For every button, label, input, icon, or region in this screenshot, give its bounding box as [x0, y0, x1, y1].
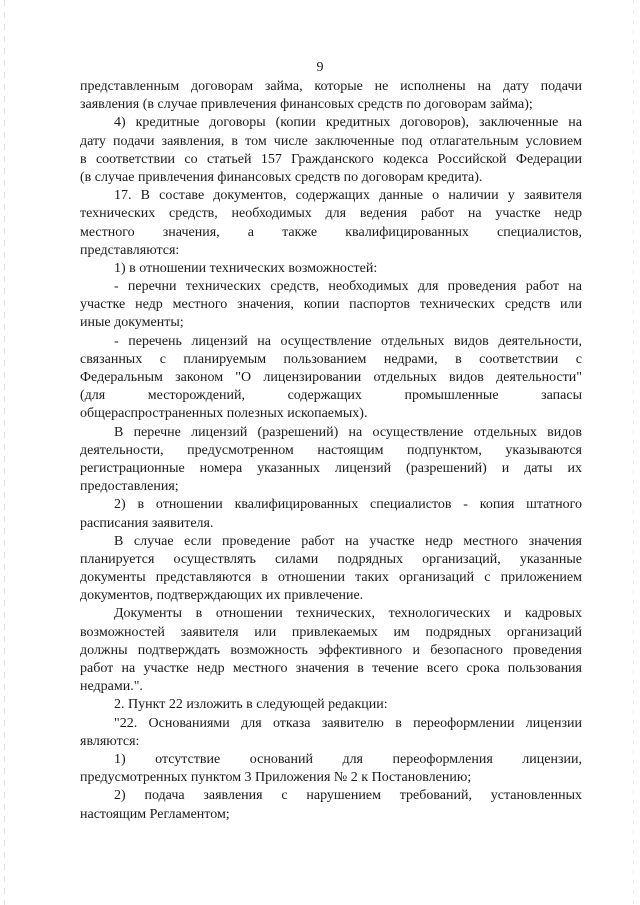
text-line: предусмотренных пунктом 3 Приложения № 2 к Постановлению; [80, 770, 472, 786]
text-line: расписания заявителя. [80, 515, 214, 531]
text-line: Документы в отношении технических, технологических и кадровых [114, 606, 582, 622]
text-line: (для месторождений, содержащих промышленные запасы [80, 388, 582, 404]
text-line: В перечне лицензий (разрешений) на осуществление отдельных видов [114, 424, 582, 440]
text-line: 2) в отношении квалифицированных специалистов - копия штатного [114, 497, 582, 513]
text-line: являются: [80, 733, 140, 749]
text-line: недрами.". [80, 679, 143, 695]
text-line: - перечни технических средств, необходимых для проведения работ на [114, 279, 582, 295]
text-line: технических средств, необходимых для ведения работ на участке недр [80, 206, 582, 222]
text-line: работ на участке недр местного значения в течение всего срока пользования [80, 661, 582, 676]
scan-edge-left [4, 0, 5, 905]
text-line: 17. В составе документов, содержащих данные о наличии у заявителя [114, 188, 582, 204]
text-line: 2) подача заявления с нарушением требований, установленных [114, 788, 582, 804]
text-line: регистрационные номера указанных лицензий (разрешений) и даты их [80, 460, 582, 476]
text-line: - перечень лицензий на осуществление отдельных видов деятельности, [114, 333, 582, 349]
text-line: в соответствии со статьей 157 Гражданского кодекса Российской Федерации [80, 151, 582, 167]
text-line: настоящим Регламентом; [80, 806, 230, 822]
text-line: связанных с планируемым пользованием недрами, в соответствии с [80, 351, 582, 367]
text-line: документы представляются в отношении таких организаций с приложением [80, 570, 582, 586]
text-line: представляются: [80, 242, 180, 258]
text-line: 4) кредитные договоры (копии кредитных договоров), заключенные на [114, 115, 582, 131]
text-line: общераспространенных полезных ископаемых). [80, 406, 368, 422]
text-line: планируется осуществлять силами подрядных организаций, указанные [80, 551, 582, 567]
text-line: возможностей заявителя или привлекаемых им подрядных организаций [80, 624, 582, 640]
text-line: заявления (в случае привлечения финансовых средств по договорам займа); [80, 97, 533, 113]
text-line: 1) в отношении технических возможностей: [114, 260, 378, 276]
text-line: иные документы; [80, 315, 184, 331]
text-line: деятельности, предусмотренном настоящим подпунктом, указываются [80, 442, 582, 458]
text-line: документов, подтверждающих их привлечение. [80, 588, 364, 604]
text-line: должны подтверждать возможность эффективного и безопасного проведения [80, 642, 582, 658]
text-line: дату подачи заявления, в том числе заключенные под отлагательным условием [80, 133, 582, 149]
document-body [80, 78, 582, 824]
text-line: В случае если проведение работ на участке недр местного значения [114, 533, 582, 549]
text-line: 2. Пункт 22 изложить в следующей редакции: [114, 697, 388, 713]
text-line: Федеральным законом "О лицензировании отдельных видов деятельности" [80, 370, 582, 385]
text-line: участке недр местного значения, копии паспортов технических средств или [80, 297, 582, 313]
text-line: представленным договорам займа, которые не исполнены на дату подачи [80, 79, 582, 94]
text-line: местного значения, а также квалифицированных специалистов, [80, 224, 582, 240]
scan-edge-right [633, 0, 634, 905]
text-line: предоставления; [80, 479, 179, 495]
page-number: 9 [316, 60, 324, 75]
text-line: (в случае привлечения финансовых средств по договорам кредита). [80, 169, 483, 185]
text-line: 1) отсутствие оснований для переоформления лицензии, [114, 751, 582, 767]
text-line: "22. Основаниями для отказа заявителю в переоформлении лицензии [114, 715, 582, 731]
